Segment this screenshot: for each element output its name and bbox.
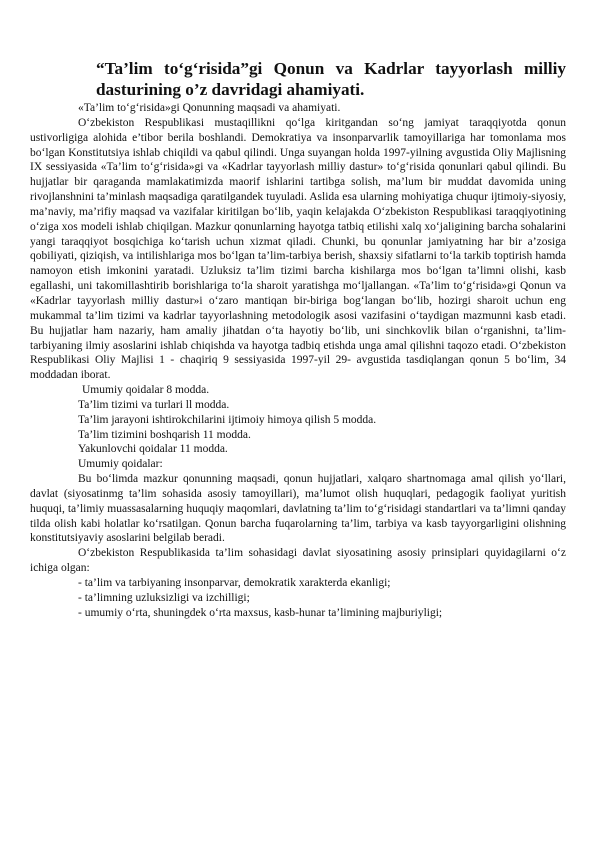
section-list (30, 383, 566, 457)
section-item: Ta’lim jarayoni ishtirokchilarini ijtimoiy himoya qilish 5 modda. (78, 413, 377, 426)
document-page (30, 58, 566, 621)
section-item: Yakunlovchi qoidalar 11 modda. (78, 443, 228, 456)
title-line-1: “Ta’lim to‘g‘risida”gi Qonun va Kadrlar tayyorlash milliy (96, 59, 566, 78)
general-rules-heading: Umumiy qoidalar: (78, 458, 163, 471)
section-item: Umumiy qoidalar 8 modda. (82, 384, 210, 397)
paragraph-principles-intro: O‘zbekiston Respublikasida ta’lim sohasidagi davlat siyosatining asosiy prinsiplari quyidagilarni o‘z ichiga olgan: (30, 547, 566, 575)
principle-item: - umumiy o‘rta, shuningdek o‘rta maxsus, kasb-hunar ta’limining majburiyligi; (78, 606, 443, 619)
document-title (30, 58, 566, 100)
principles-list (30, 576, 566, 621)
title-line-2: dasturining o’z davridagi ahamiyati. (96, 80, 365, 99)
principle-item: - ta’limning uzluksizligi va izchilligi; (78, 591, 250, 604)
paragraph-general-rules: Bu bo‘limda mazkur qonunning maqsadi, qonun hujjatlari, xalqaro shartnomaga amal qilish yo‘llari, davlat (siyosatinmg ta’lim sohasida asosiy tamoyillari), ma’lumot olish huquqlari, pedagogik faoliyat yuritish huquqi, ta’limiy muassasalarning huquqiy maqomlari, davlatning ta’lim to‘g‘risidagi standartlari va ta’limni qanday tilda olish kabi holatlar ko‘rsatilgan. Qonun barcha fuqarolarning ta’lim, tarbiya va kasb tayyorgarligini olishning konstitutsiyaviy asoslarini belgilab beradi. (30, 473, 566, 545)
section-item: Ta’lim tizimi va turlari ll modda. (78, 398, 230, 411)
paragraph-intro: O‘zbekiston Respublikasi mustaqillikni qo‘lga kiritgandan so‘ng jamiyat taraqqiyotda qonun ustivorligiga alohida e’tibor berila boshlandi. Demokratiya va insonparvarlik tamoyillariga har tomonlama mos bo‘lgan Konstitutsiya ishlab chiqildi va qabul qilindi. Unga suyangan holda 1997-yilning avgustida Oliy Majlisning IX sessiyasida «Ta’lim to‘g‘risida»gi va «Kadrlar tayyorlash milliy dastur» to‘g‘risida qonunlari qabul qilindi. Bu hujjatlar bir qaraganda mamlakatimizda maorif ishlarini tartibga solish, ma’lum bir muddat davomida uning rivojlanshnini ta’minlash maqsadiga qaratilgandek tuyuladi. Aslida esa ularning mohiyatiga chuqur ijtimoiy-siyosiy, ma’naviy, ma’rifiy maqsad va vazifalar kiritilgan bo‘lib, yaqin kelajakda O‘zbekiston Respublikasi taraqqiyotining o‘ziga xos modeli ishlab chiqilgan. Mazkur qonunlarning hayotga tatbiq etilishi xalq xo‘jaligining barcha sohalarini yangi taraqqiyot bosqichiga ko‘tarish uchun xizmat qiladi. Chunki, bu qonunlar jamiyatning har bir a’zosiga qobiliyati, qiziqish, va intilishlariga mos bo‘lgan ta’lim-tarbiya berish, shaxsiy sifatlarni to‘la tarkib toptirish hamda namoyon etish imkonini yaratadi. Uzluksiz ta’lim tizimi barcha kishilarga mos bo‘lgan ta’limni olishi, kasb egallashi, uni takomillashtirib borishlariga to‘la sharoit yaratishga mo‘ljallangan. «Ta’lim to‘g‘risida»gi Qonun va «Kadrlar tayyorlash milliy dastur»i o‘zaro mantiqan bir-biriga bog‘langan bo‘lib, hozirgi sharoit uchun eng mukammal ta’lim tizimi va kadrlar tayyorlashning metodologik asosi vazifasini o‘taydigan mazmunni kasb etadi. Bu hujjatlar ham nazariy, ham amaliy jihatdan o‘ta hayotiy bo‘lib, uni sinchkovlik bilan o‘rganishni, ta’lim-tarbiyaning ilmiy asoslarini ishlab chiqishda va hayotga tadbiq etishda unga amal qilishni taqozo etadi. O‘zbekiston Respublikasi Oliy Majlisi 1 - chaqiriq 9 sessiyasida 1997-yil 29- avgustida tasdiqlangan qonun 5 bo‘lim, 34 moddadan iborat. (30, 116, 566, 382)
section-item: Ta’lim tizimini boshqarish 11 modda. (78, 428, 251, 441)
subheading: «Ta’lim to‘g‘risida»gi Qonunning maqsadi va ahamiyati. (78, 102, 341, 114)
principle-item: - ta’lim va tarbiyaning insonparvar, demokratik xarakterda ekanligi; (78, 577, 391, 589)
